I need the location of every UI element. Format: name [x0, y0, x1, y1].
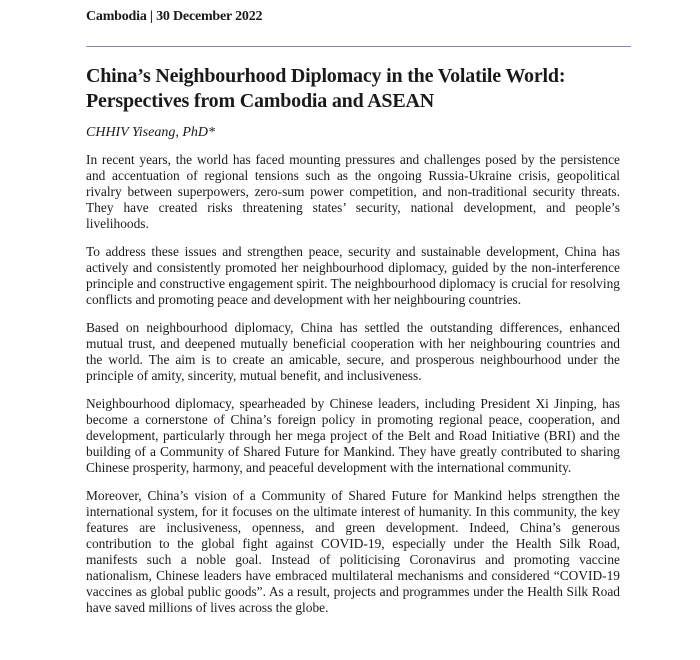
- article-body: [86, 152, 620, 628]
- author-byline: CHHIV Yiseang, PhD*: [86, 125, 215, 140]
- article-title-line-1: China’s Neighbourhood Diplomacy in the Volatile World:: [86, 65, 566, 87]
- article-title-line-2: Perspectives from Cambodia and ASEAN: [86, 90, 434, 112]
- publication-header: Cambodia | 30 December 2022: [86, 9, 263, 24]
- paragraph-3: Based on neighbourhood diplomacy, China has settled the outstanding differences, enhanced mutual trust, and deepened mutually beneficial cooperation with her neighbouring countries and the world. The aim is to create an amicable, secure, and prosperous neighbourhood under the principle of amity, sincerity, mutual benefit, and inclusiveness.: [86, 320, 620, 383]
- paragraph-4: Neighbourhood diplomacy, spearheaded by Chinese leaders, including President Xi Jinping, has become a cornerstone of China’s foreign policy in promoting regional peace, cooperation, and development, particularly through her mega project of the Belt and Road Initiative (BRI) and the building of a Community of Shared Future for Mankind. They have greatly contributed to sharing Chinese prosperity, harmony, and peaceful development with the international community.: [86, 396, 620, 475]
- paragraph-1: In recent years, the world has faced mounting pressures and challenges posed by the persistence and accentuation of regional tensions such as the ongoing Russia-Ukraine crisis, geopolitical rivalry between superpowers, zero-sum power competition, and non-traditional security threats. They have created risks threatening states’ security, national development, and people’s livelihoods.: [86, 152, 620, 231]
- paragraph-2: To address these issues and strengthen peace, security and sustainable development, China has actively and consistently promoted her neighbourhood diplomacy, guided by the non-interference principle and constructive engagement spirit. The neighbourhood diplomacy is crucial for resolving conflicts and promoting peace and development with her neighbouring countries.: [86, 244, 620, 307]
- header-divider: [86, 46, 631, 47]
- article-title: [86, 64, 646, 114]
- paragraph-5: Moreover, China’s vision of a Community of Shared Future for Mankind helps strengthen the international system, for it focuses on the ultimate interest of humanity. In this community, the key features are inclusiveness, openness, and green development. Indeed, China’s generous contribution to the global fight against COVID-19, especially under the Health Silk Road, manifests such a noble goal. Instead of politicising Coronavirus and promoting vaccine nationalism, Chinese leaders have embraced multilateral mechanisms and considered “COVID-19 vaccines as global public goods”. As a result, projects and programmes under the Health Silk Road have saved millions of lives across the globe.: [86, 488, 620, 615]
